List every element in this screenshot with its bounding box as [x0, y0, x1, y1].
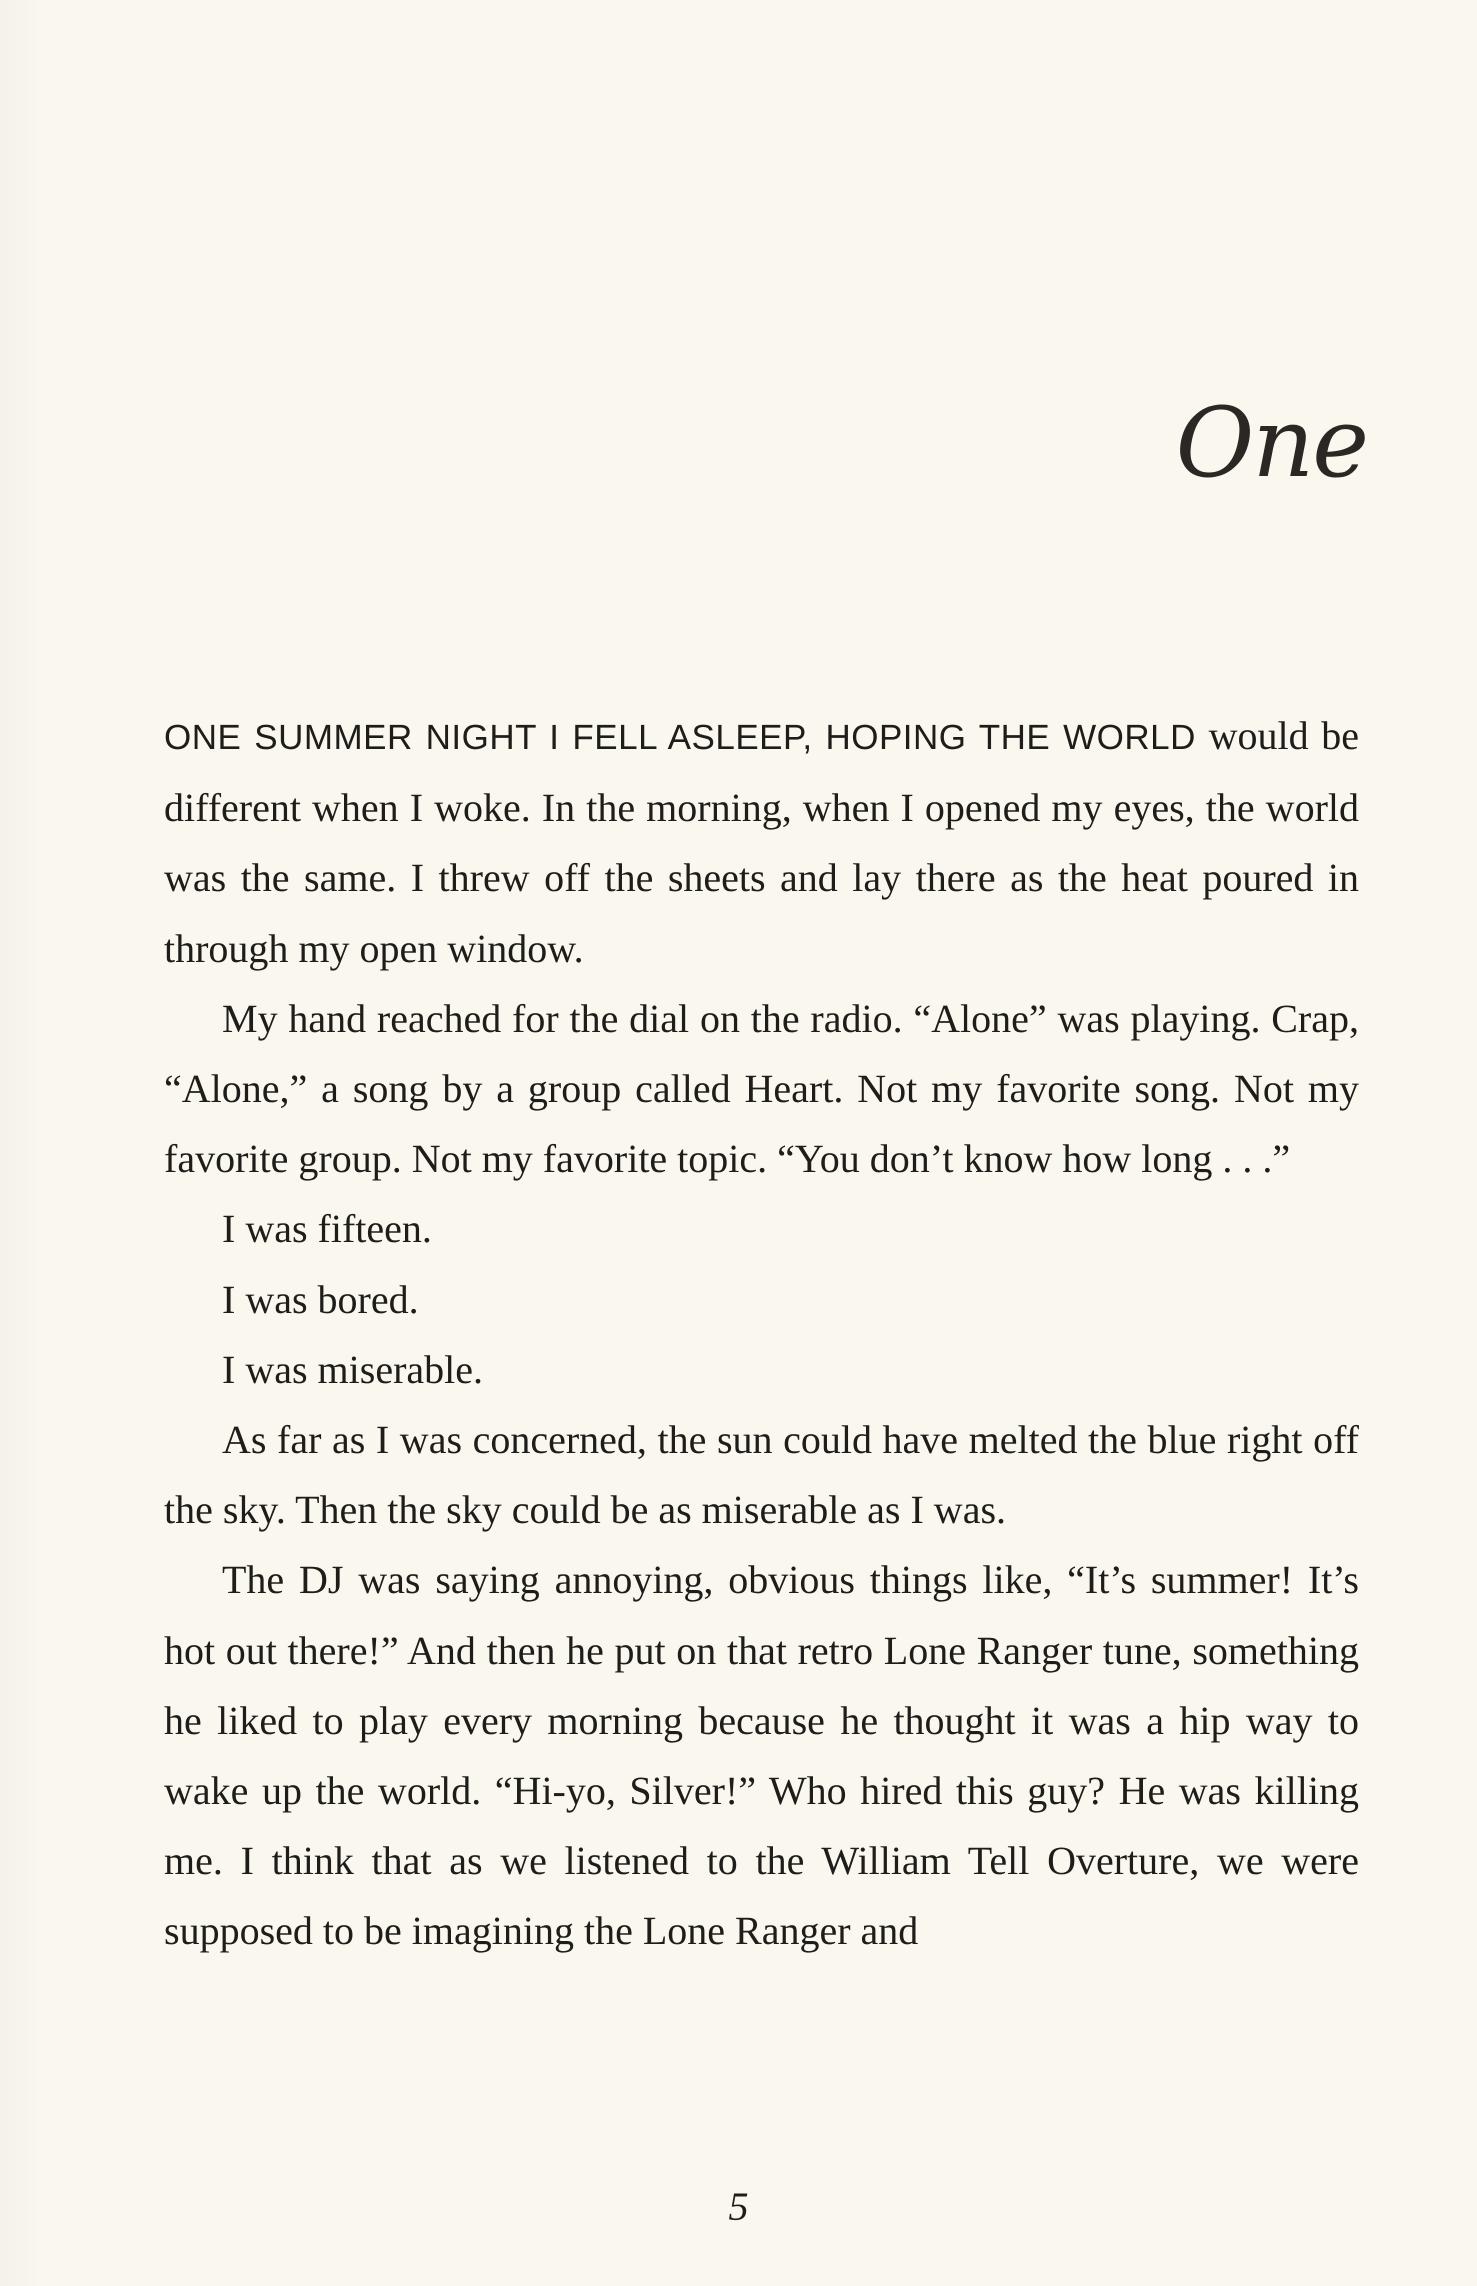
chapter-body: [164, 701, 1359, 1967]
paragraph: The DJ was saying annoying, obvious things like, “It’s summer! It’s hot out there!” And then he put on that retro Lone Ranger tune, something he liked to play every morning because he thought it was a hip way to wake up the world. “Hi-yo, Silver!” Who hired this guy? He was killing me. I think that as we listened to the William Tell Overture, we were supposed to be imagining the Lone Ranger and: [164, 1557, 1359, 1954]
page-number: 5: [728, 2184, 749, 2229]
paragraph-opening-text: would be different when I woke. In the morning, when I opened my eyes, the world was the same. I threw off the sheets and lay there as the heat poured in through my open window.: [164, 713, 1359, 971]
paragraph: I was bored.: [222, 1276, 419, 1322]
lead-in-caps: ONE SUMMER NIGHT I FELL ASLEEP, HOPING THE WORLD: [164, 718, 1196, 757]
paragraph: As far as I was concerned, the sun could have melted the blue right off the sky. Then the sky could be as miserable as I was.: [164, 1417, 1359, 1533]
paragraph-opening: [164, 701, 1359, 984]
paragraph: My hand reached for the dial on the radio. “Alone” was playing. Crap, “Alone,” a song by a group called Heart. Not my favorite song. Not my favorite group. Not my favorite topic. “You don’t know how long . . .”: [164, 995, 1359, 1182]
paragraph: I was miserable.: [222, 1346, 484, 1392]
chapter-title: One: [1175, 387, 1367, 499]
paragraph: I was fifteen.: [222, 1206, 432, 1252]
